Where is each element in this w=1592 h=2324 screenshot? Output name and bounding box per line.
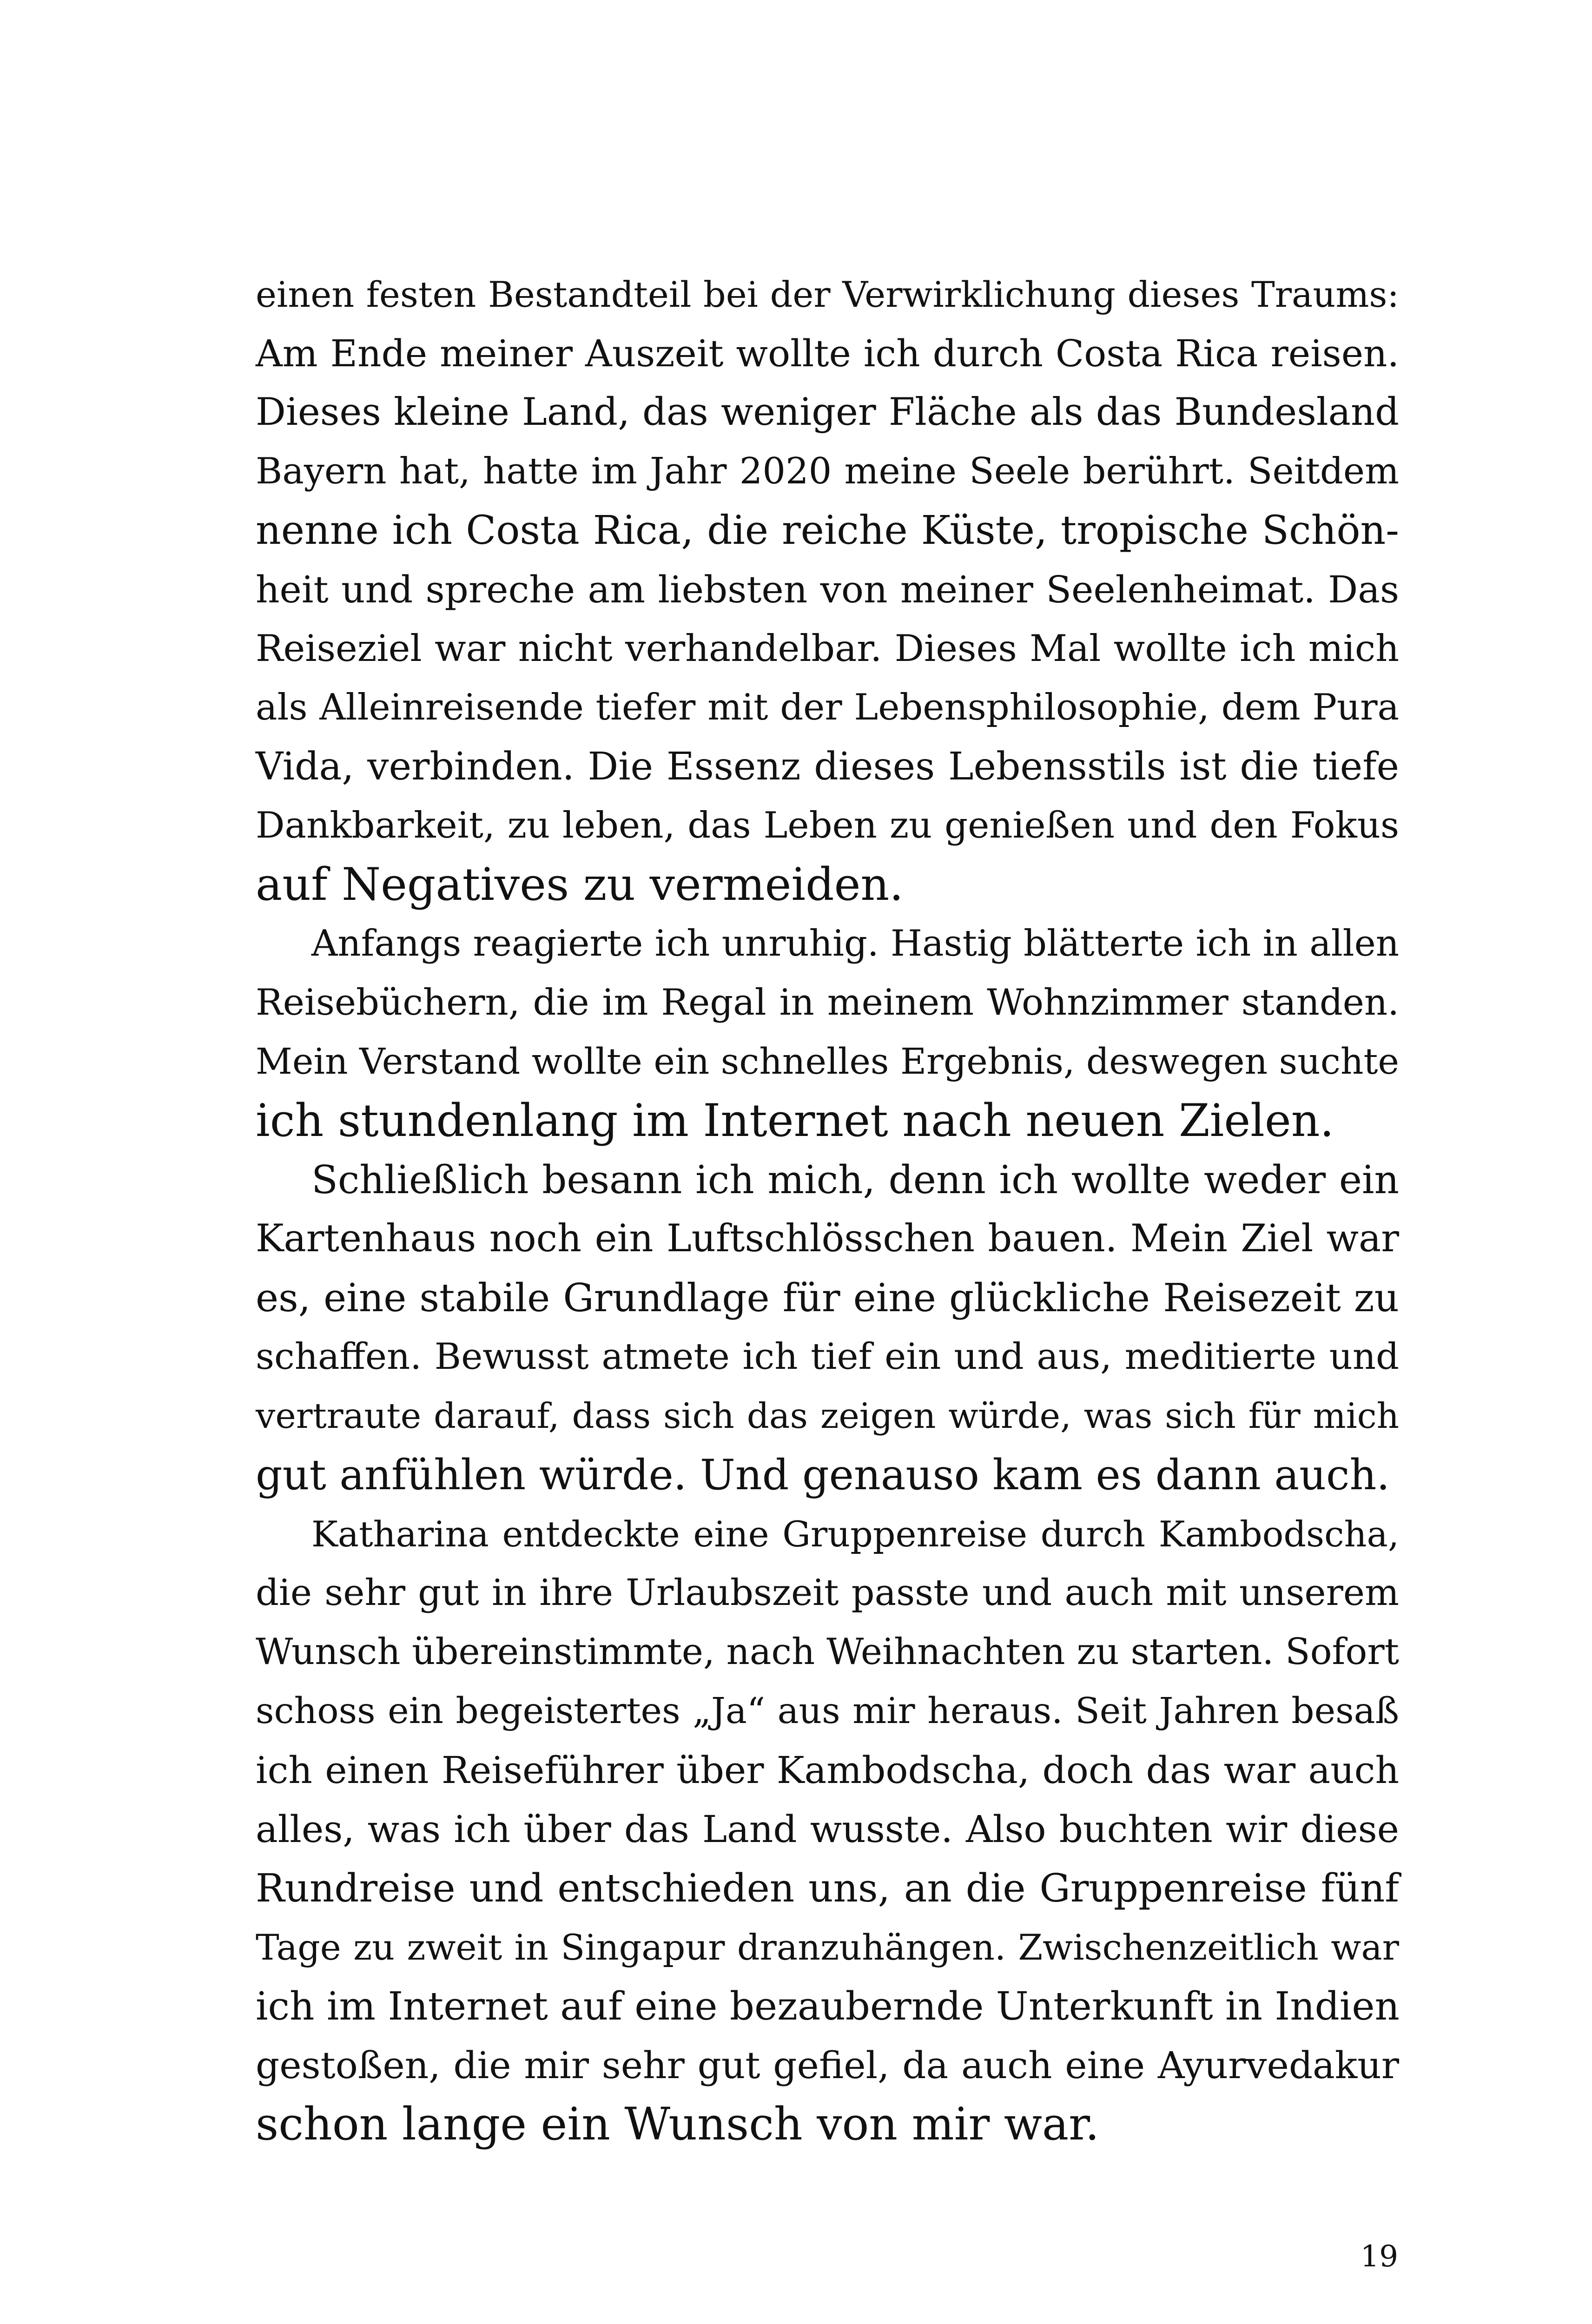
text-line: Dankbarkeit, zu leben, das Leben zu genießen und den Fokus xyxy=(256,805,1399,846)
text-line: Tage zu zweit in Singapur dranzuhängen. Zwischenzeitlich war xyxy=(256,1927,1399,1968)
text-line: heit und spreche am liebsten von meiner Seelenheimat. Das xyxy=(256,568,1399,611)
text-line: einen festen Bestandteil bei der Verwirklichung dieses Traums: xyxy=(256,274,1399,315)
text-line: Kartenhaus noch ein Luftschlösschen bauen. Mein Ziel war xyxy=(256,1217,1399,1261)
text-line: schaffen. Bewusst atmete ich tief ein und aus, meditierte und xyxy=(256,1336,1399,1378)
text-line: auf Negatives zu vermeiden. xyxy=(256,858,904,911)
text-line: als Alleinreisende tiefer mit der Lebensphilosophie, dem Pura xyxy=(256,687,1399,728)
text-line: Rundreise und entschieden uns, an die Gruppenreise fünf xyxy=(256,1866,1399,1911)
text-line: Vida, verbinden. Die Essenz dieses Lebensstils ist die tiefe xyxy=(256,745,1399,789)
text-line: ich einen Reiseführer über Kambodscha, doch das war auch xyxy=(256,1749,1399,1792)
paragraph-2 xyxy=(256,914,1399,1150)
text-line: vertraute darauf, dass sich das zeigen würde, was sich für mich xyxy=(256,1395,1399,1436)
text-line: Bayern hat, hatte im Jahr 2020 meine Seele berührt. Seitdem xyxy=(256,450,1399,492)
text-line: Anfangs reagierte ich unruhig. Hastig blätterte ich in allen xyxy=(311,923,1399,964)
text-line: Am Ende meiner Auszeit wollte ich durch Costa Rica reisen. xyxy=(256,332,1399,375)
text-line: alles, was ich über das Land wusste. Also buchten wir diese xyxy=(256,1808,1399,1851)
text-line: schon lange ein Wunsch von mir war. xyxy=(256,2098,1099,2150)
text-line: ich im Internet auf eine bezaubernde Unterkunft in Indien xyxy=(256,1984,1400,2029)
text-line: gestoßen, die mir sehr gut gefiel, da auch eine Ayurvedakur xyxy=(256,2044,1399,2087)
text-line: Mein Verstand wollte ein schnelles Ergebnis, deswegen suchte xyxy=(256,1041,1399,1083)
text-line: es, eine stabile Grundlage für eine glückliche Reisezeit zu xyxy=(256,1275,1399,1320)
body-text xyxy=(256,265,1399,2154)
text-line: Reiseziel war nicht verhandelbar. Dieses Mal wollte ich mich xyxy=(256,627,1399,670)
page-number: 19 xyxy=(1360,2239,1398,2274)
text-line: Dieses kleine Land, das weniger Fläche als das Bundesland xyxy=(256,390,1399,434)
text-line: Wunsch übereinstimmte, nach Weihnachten zu starten. Sofort xyxy=(256,1631,1399,1673)
paragraph-3 xyxy=(256,1150,1399,1505)
text-line: Schließlich besann ich mich, denn ich wollte weder ein xyxy=(311,1157,1399,1202)
text-line: die sehr gut in ihre Urlaubszeit passte und auch mit unserem xyxy=(256,1572,1399,1614)
text-line: Katharina entdeckte eine Gruppenreise durch Kambodscha, xyxy=(311,1513,1399,1555)
paragraph-1 xyxy=(256,265,1399,914)
paragraph-4 xyxy=(256,1505,1399,2154)
text-line: ich stundenlang im Internet nach neuen Zielen. xyxy=(256,1095,1334,1147)
text-line: Reisebüchern, die im Regal in meinem Wohnzimmer standen. xyxy=(256,982,1399,1023)
text-line: nenne ich Costa Rica, die reiche Küste, tropische Schön- xyxy=(256,508,1399,554)
text-line: gut anfühlen würde. Und genauso kam es dann auch. xyxy=(256,1451,1390,1499)
text-line: schoss ein begeistertes „Ja“ aus mir heraus. Seit Jahren besaß xyxy=(256,1690,1399,1732)
